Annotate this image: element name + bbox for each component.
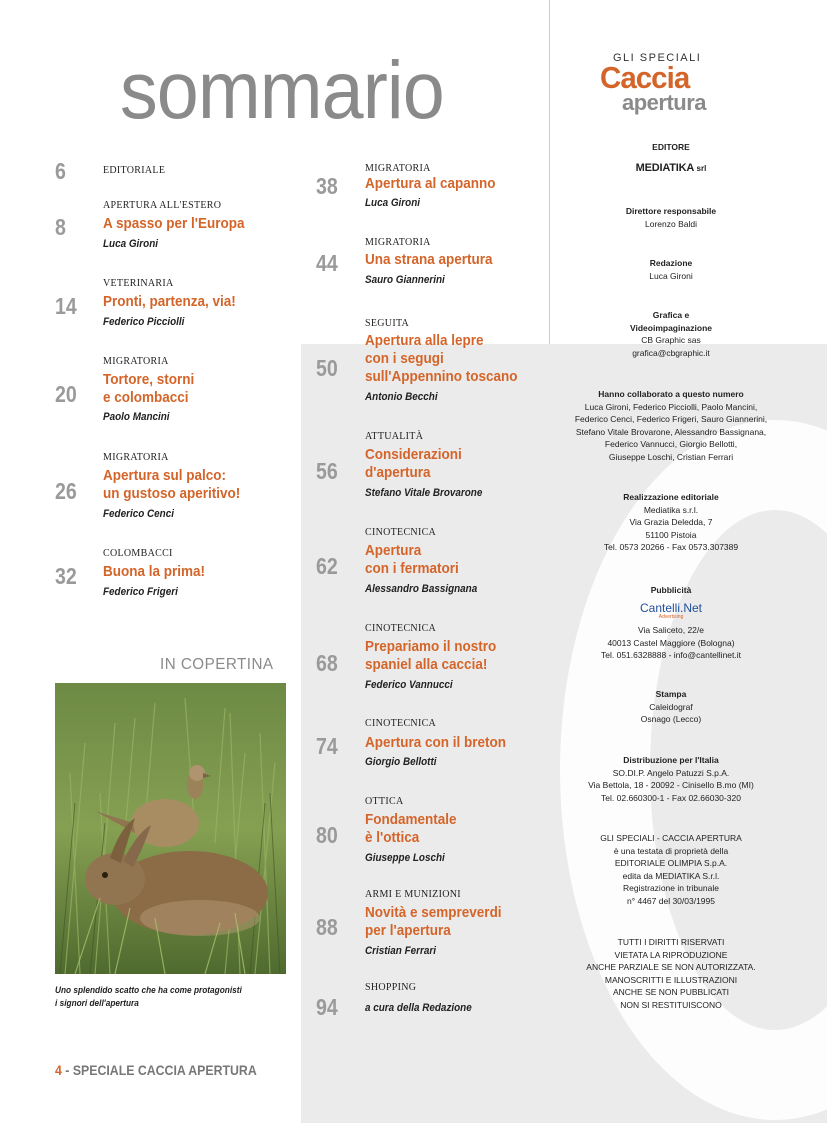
masthead-value: Tel. 051.6328888 - info@cantellinet.it	[601, 650, 741, 660]
masthead-label: Videoimpaginazione	[629, 322, 713, 333]
masthead-value: ANCHE PARZIALE SE NON AUTORIZZATA.	[586, 962, 756, 972]
masthead-redazione	[560, 257, 782, 282]
masthead-value: grafica@cbgraphic.it	[632, 347, 710, 358]
article-title: sull'Appennino toscano	[365, 368, 518, 385]
page-number: 62	[316, 553, 338, 579]
masthead-editore	[560, 141, 782, 175]
masthead-label: Direttore responsabile	[625, 206, 717, 216]
category-label: ARMI E MUNIZIONI	[365, 889, 461, 900]
cover-caption	[55, 984, 276, 1010]
page-number: 20	[55, 381, 77, 407]
article-title: Novità e sempreverdi	[365, 904, 502, 921]
article-title: Pronti, partenza, via!	[103, 293, 236, 310]
article-author: Antonio Becchi	[365, 391, 438, 403]
masthead-pubblicita	[560, 584, 782, 662]
page-number: 56	[316, 458, 338, 484]
masthead-label: EDITORE	[652, 142, 690, 152]
footer-text: SPECIALE CACCIA APERTURA	[72, 1062, 257, 1078]
page-number: 74	[316, 733, 338, 759]
page-number: 94	[316, 994, 338, 1020]
article-author: Federico Picciolli	[103, 316, 185, 328]
masthead-value: è una testata di proprietà della	[613, 845, 729, 856]
masthead-value: CB Graphic sas	[641, 335, 701, 345]
masthead-value: MANOSCRITTI E ILLUSTRAZIONI	[604, 974, 738, 985]
masthead-logo-apertura: apertura	[622, 90, 707, 115]
cover-heading: IN COPERTINA	[160, 656, 274, 673]
masthead-value: VIETATA LA RIPRODUZIONE	[614, 949, 728, 960]
article-author: Luca Gironi	[365, 197, 421, 209]
advertiser-logo-sub: Advertising	[658, 614, 684, 620]
article-author: Giorgio Bellotti	[365, 756, 437, 768]
masthead-value: Caleidograf	[649, 701, 693, 712]
article-title: Buona la prima!	[103, 563, 206, 580]
article-title: A spasso per l'Europa	[103, 215, 245, 232]
category-label: CINOTECNICA	[365, 527, 437, 538]
masthead-value: SO.DI.P. Angelo Patuzzi S.p.A.	[612, 767, 730, 778]
cover-photo	[55, 683, 286, 974]
category-label: MIGRATORIA	[103, 452, 169, 463]
category-label: VETERINARIA	[103, 278, 174, 289]
masthead-label: Distribuzione per l'Italia	[623, 755, 719, 765]
masthead-value: 51100 Pistoia	[645, 529, 697, 540]
publisher-logo	[560, 162, 782, 176]
article-author: Giuseppe Loschi	[365, 852, 445, 864]
category-label: CINOTECNICA	[365, 718, 437, 729]
masthead-testata	[560, 832, 782, 907]
article-title: spaniel alla caccia!	[365, 656, 488, 673]
article-author: Alessandro Bassignana	[365, 583, 478, 595]
masthead-value: EDITORIALE OLIMPIA S.p.A.	[614, 858, 728, 868]
masthead-stampa	[560, 688, 782, 726]
masthead-value: GLI SPECIALI - CACCIA APERTURA	[600, 833, 742, 843]
article-title: Una strana apertura	[365, 251, 493, 268]
footer-page-number: 4	[55, 1062, 62, 1078]
article-title: con i fermatori	[365, 560, 459, 577]
masthead-value: 40013 Castel Maggiore (Bologna)	[607, 637, 735, 648]
article-title: e colombacci	[103, 389, 189, 406]
masthead-distribuzione	[560, 754, 782, 804]
masthead-value: Luca Gironi	[649, 270, 693, 281]
masthead-value: edita da MEDIATIKA S.r.l.	[622, 870, 720, 881]
page-number: 6	[55, 158, 66, 184]
article-author: Stefano Vitale Brovarone	[365, 487, 483, 499]
advertiser-logo: Cantelli.Net	[639, 600, 703, 615]
cover-illustration	[55, 683, 286, 974]
cover-caption-line: Uno splendido scatto che ha come protagonisti	[55, 985, 242, 995]
masthead-value: Tel. 0573 20266 - Fax 0573.307389	[603, 542, 739, 552]
article-title: Prepariamo il nostro	[365, 638, 497, 655]
page-number: 68	[316, 650, 338, 676]
page-number: 14	[55, 293, 77, 319]
article-title: Apertura con il breton	[365, 734, 507, 751]
page-title: sommario	[120, 45, 444, 136]
page-number: 38	[316, 173, 338, 199]
article-title: Apertura al capanno	[365, 175, 496, 192]
article-title: Apertura alla lepre	[365, 332, 484, 349]
page-number: 80	[316, 822, 338, 848]
article-author: Sauro Giannerini	[365, 274, 445, 286]
masthead-diritti	[560, 936, 782, 1011]
masthead-label: Grafica e	[652, 310, 690, 320]
article-author: Federico Cenci	[103, 508, 174, 520]
category-label: MIGRATORIA	[103, 356, 169, 367]
article-title: è l'ottica	[365, 829, 420, 846]
masthead-value: NON SI RESTITUISCONO	[620, 999, 722, 1010]
masthead-value: Tel. 02.660300-1 - Fax 02.66030-320	[601, 792, 741, 803]
masthead-value: Registrazione in tribunale	[623, 883, 719, 893]
masthead-value: Via Saliceto, 22/e	[638, 625, 704, 635]
masthead-value: Giuseppe Loschi, Cristian Ferrari	[608, 451, 734, 462]
masthead-direttore	[560, 205, 782, 230]
masthead-value: Lorenzo Baldi	[645, 218, 697, 229]
masthead-value: Via Bettola, 18 - 20092 - Cinisello B.mo (MI)	[588, 780, 754, 790]
category-label: MIGRATORIA	[365, 237, 431, 248]
article-author: a cura della Redazione	[365, 1002, 472, 1014]
page-number: 8	[55, 214, 66, 240]
masthead-value: Federico Cenci, Federico Frigeri, Sauro Giannerini,	[574, 414, 768, 424]
masthead-label: Realizzazione editoriale	[623, 492, 719, 502]
article-author: Federico Frigeri	[103, 586, 178, 598]
article-title: Apertura sul palco:	[103, 467, 227, 484]
article-title: Fondamentale	[365, 811, 457, 828]
category-label: COLOMBACCI	[103, 548, 173, 559]
masthead-value: Mediatika s.r.l.	[643, 504, 699, 515]
footer-separator: -	[61, 1062, 73, 1078]
category-label: MIGRATORIA	[365, 163, 431, 174]
masthead-logo-caccia: Caccia	[600, 60, 690, 95]
category-label: CINOTECNICA	[365, 623, 437, 634]
masthead-value: ANCHE SE NON PUBBLICATI	[612, 987, 730, 997]
page-number: 44	[316, 250, 338, 276]
masthead-realizzazione	[560, 491, 782, 554]
article-title: un gustoso aperitivo!	[103, 485, 241, 502]
category-label: ATTUALITÀ	[365, 431, 424, 442]
masthead-value: n° 4467 del 30/03/1995	[626, 895, 715, 906]
category-label: APERTURA ALL'ESTERO	[103, 200, 222, 211]
masthead-label: Stampa	[655, 689, 687, 699]
article-author: Luca Gironi	[103, 238, 159, 250]
page-number: 26	[55, 478, 77, 504]
article-title: con i segugi	[365, 350, 444, 367]
masthead-series: GLI SPECIALI	[613, 52, 702, 64]
article-title: Apertura	[365, 542, 422, 559]
masthead-value: TUTTI I DIRITTI RISERVATI	[617, 937, 725, 947]
article-author: Federico Vannucci	[365, 679, 453, 691]
category-label: SEGUITA	[365, 318, 410, 329]
masthead-collaboratori	[560, 388, 782, 463]
article-author: Paolo Mancini	[103, 411, 170, 423]
masthead-grafica	[560, 309, 782, 359]
masthead-label: Pubblicità	[650, 585, 692, 595]
article-title: d'apertura	[365, 464, 431, 481]
article-title: Considerazioni	[365, 446, 462, 463]
article-author: Cristian Ferrari	[365, 945, 436, 957]
page-number: 50	[316, 355, 338, 381]
article-title: Tortore, storni	[103, 371, 195, 388]
masthead-value: Osnago (Lecco)	[640, 714, 702, 724]
page-number: 88	[316, 914, 338, 940]
cover-caption-line: i signori dell'apertura	[55, 998, 139, 1008]
publisher-logo-suffix: srl	[696, 163, 707, 173]
category-label: OTTICA	[365, 796, 404, 807]
category-label: EDITORIALE	[103, 165, 166, 176]
masthead-value: Stefano Vitale Brovarone, Alessandro Bassignana,	[575, 426, 767, 437]
masthead-value: Via Grazia Deledda, 7	[629, 517, 713, 527]
page-footer	[55, 1062, 257, 1078]
masthead-value: Luca Gironi, Federico Picciolli, Paolo Mancini,	[584, 401, 758, 412]
masthead-label: Redazione	[649, 258, 693, 268]
column-divider	[549, 0, 550, 344]
category-label: SHOPPING	[365, 982, 417, 993]
article-title: per l'apertura	[365, 922, 451, 939]
page-number: 32	[55, 563, 77, 589]
masthead-value: Federico Vannucci, Giorgio Bellotti,	[604, 439, 738, 449]
masthead-label: Hanno collaborato a questo numero	[598, 389, 744, 399]
publisher-logo-text: MEDIATIKA	[635, 161, 695, 174]
